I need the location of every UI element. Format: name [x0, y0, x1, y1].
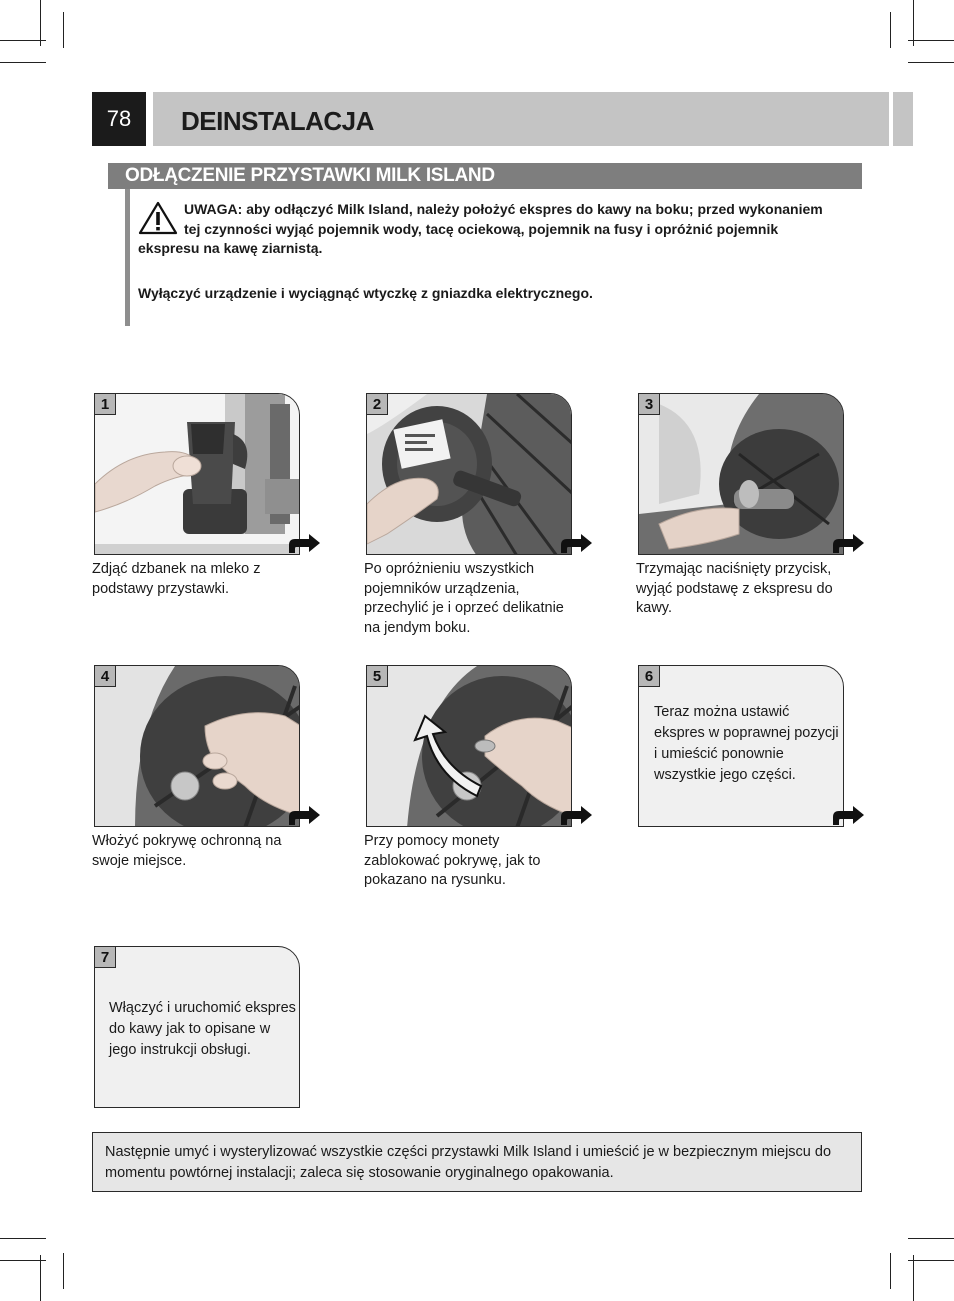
step-1-image — [94, 393, 300, 555]
step-6-text: Teraz można ustawić ekspres w poprawnej pozycji i umieścić ponownie wszystkie jego części. — [654, 704, 839, 783]
step-1-caption: Zdjąć dzbanek na mleko z podstawy przystawki. — [92, 561, 261, 597]
next-arrow-icon — [287, 533, 321, 555]
next-arrow-icon — [831, 533, 865, 555]
warning-text — [138, 200, 858, 259]
step-5-image — [366, 665, 572, 827]
footer-note-box — [92, 1132, 862, 1192]
power-off-note: Wyłączyć urządzenie i wyciągnąć wtyczkę z gniazdka elektrycznego. — [138, 285, 593, 301]
warning-line: tej czynności wyjąć pojemnik wody, tacę ociekową, pojemnik na fusy i opróżnić pojemnik — [184, 220, 779, 237]
page-number: 78 — [92, 92, 146, 146]
crop-mark — [40, 1255, 41, 1301]
crop-mark — [0, 62, 46, 63]
step-2-image — [366, 393, 572, 555]
warning-rule — [125, 189, 130, 326]
crop-mark — [908, 62, 954, 63]
crop-mark — [908, 1260, 954, 1261]
footer-note: Następnie umyć i wysterylizować wszystkie części przystawki Milk Island i umieścić je w bezpiecznym miejscu do momentu powtórnej instalacji; zaleca się stosowanie oryginalnego opakowania. — [105, 1144, 832, 1181]
crop-mark — [908, 40, 954, 41]
step-3-caption: Trzymając naciśnięty przycisk, wyjąć podstawę z ekspresu do kawy. — [636, 561, 833, 616]
crop-mark — [63, 12, 64, 48]
crop-mark — [0, 1238, 46, 1239]
page-title: DEINSTALACJA — [181, 106, 374, 136]
step-4-caption: Włożyć pokrywę ochronną na swoje miejsce. — [92, 833, 282, 869]
warning-line: ekspresu na kawę ziarnistą. — [138, 240, 323, 256]
crop-mark — [890, 1253, 891, 1289]
crop-mark — [890, 12, 891, 48]
step-2-caption: Po opróżnieniu wszystkich pojemników urządzenia, przechylić je i oprzeć delikatnie na jendym boku. — [364, 561, 564, 636]
section-title: ODŁĄCZENIE PRZYSTAWKI MILK ISLAND — [125, 165, 495, 186]
crop-mark — [913, 0, 914, 46]
step-7-text: Włączyć i uruchomić ekspres do kawy jak to opisane w jego instrukcji obsługi. — [109, 1000, 296, 1058]
step-6-badge: 6 — [638, 665, 660, 687]
next-arrow-icon — [831, 805, 865, 827]
crop-mark — [40, 0, 41, 46]
warning-line: UWAGA: aby odłączyć Milk Island, należy położyć ekspres do kawy na boku; przed wykonaniem — [184, 201, 823, 217]
step-5-caption: Przy pomocy monety zablokować pokrywę, jak to pokazano na rysunku. — [364, 833, 541, 888]
crop-mark — [908, 1238, 954, 1239]
step-4-image — [94, 665, 300, 827]
crop-mark — [63, 1253, 64, 1289]
step-5-badge: 5 — [366, 665, 388, 687]
step-3-badge: 3 — [638, 393, 660, 415]
next-arrow-icon — [559, 533, 593, 555]
crop-mark — [913, 1255, 914, 1301]
next-arrow-icon — [287, 805, 321, 827]
step-4-badge: 4 — [94, 665, 116, 687]
step-7-badge: 7 — [94, 946, 116, 968]
step-3-image — [638, 393, 844, 555]
section-header — [108, 163, 862, 189]
step-1-badge: 1 — [94, 393, 116, 415]
next-arrow-icon — [559, 805, 593, 827]
step-2-badge: 2 — [366, 393, 388, 415]
title-bar-end — [893, 92, 913, 146]
